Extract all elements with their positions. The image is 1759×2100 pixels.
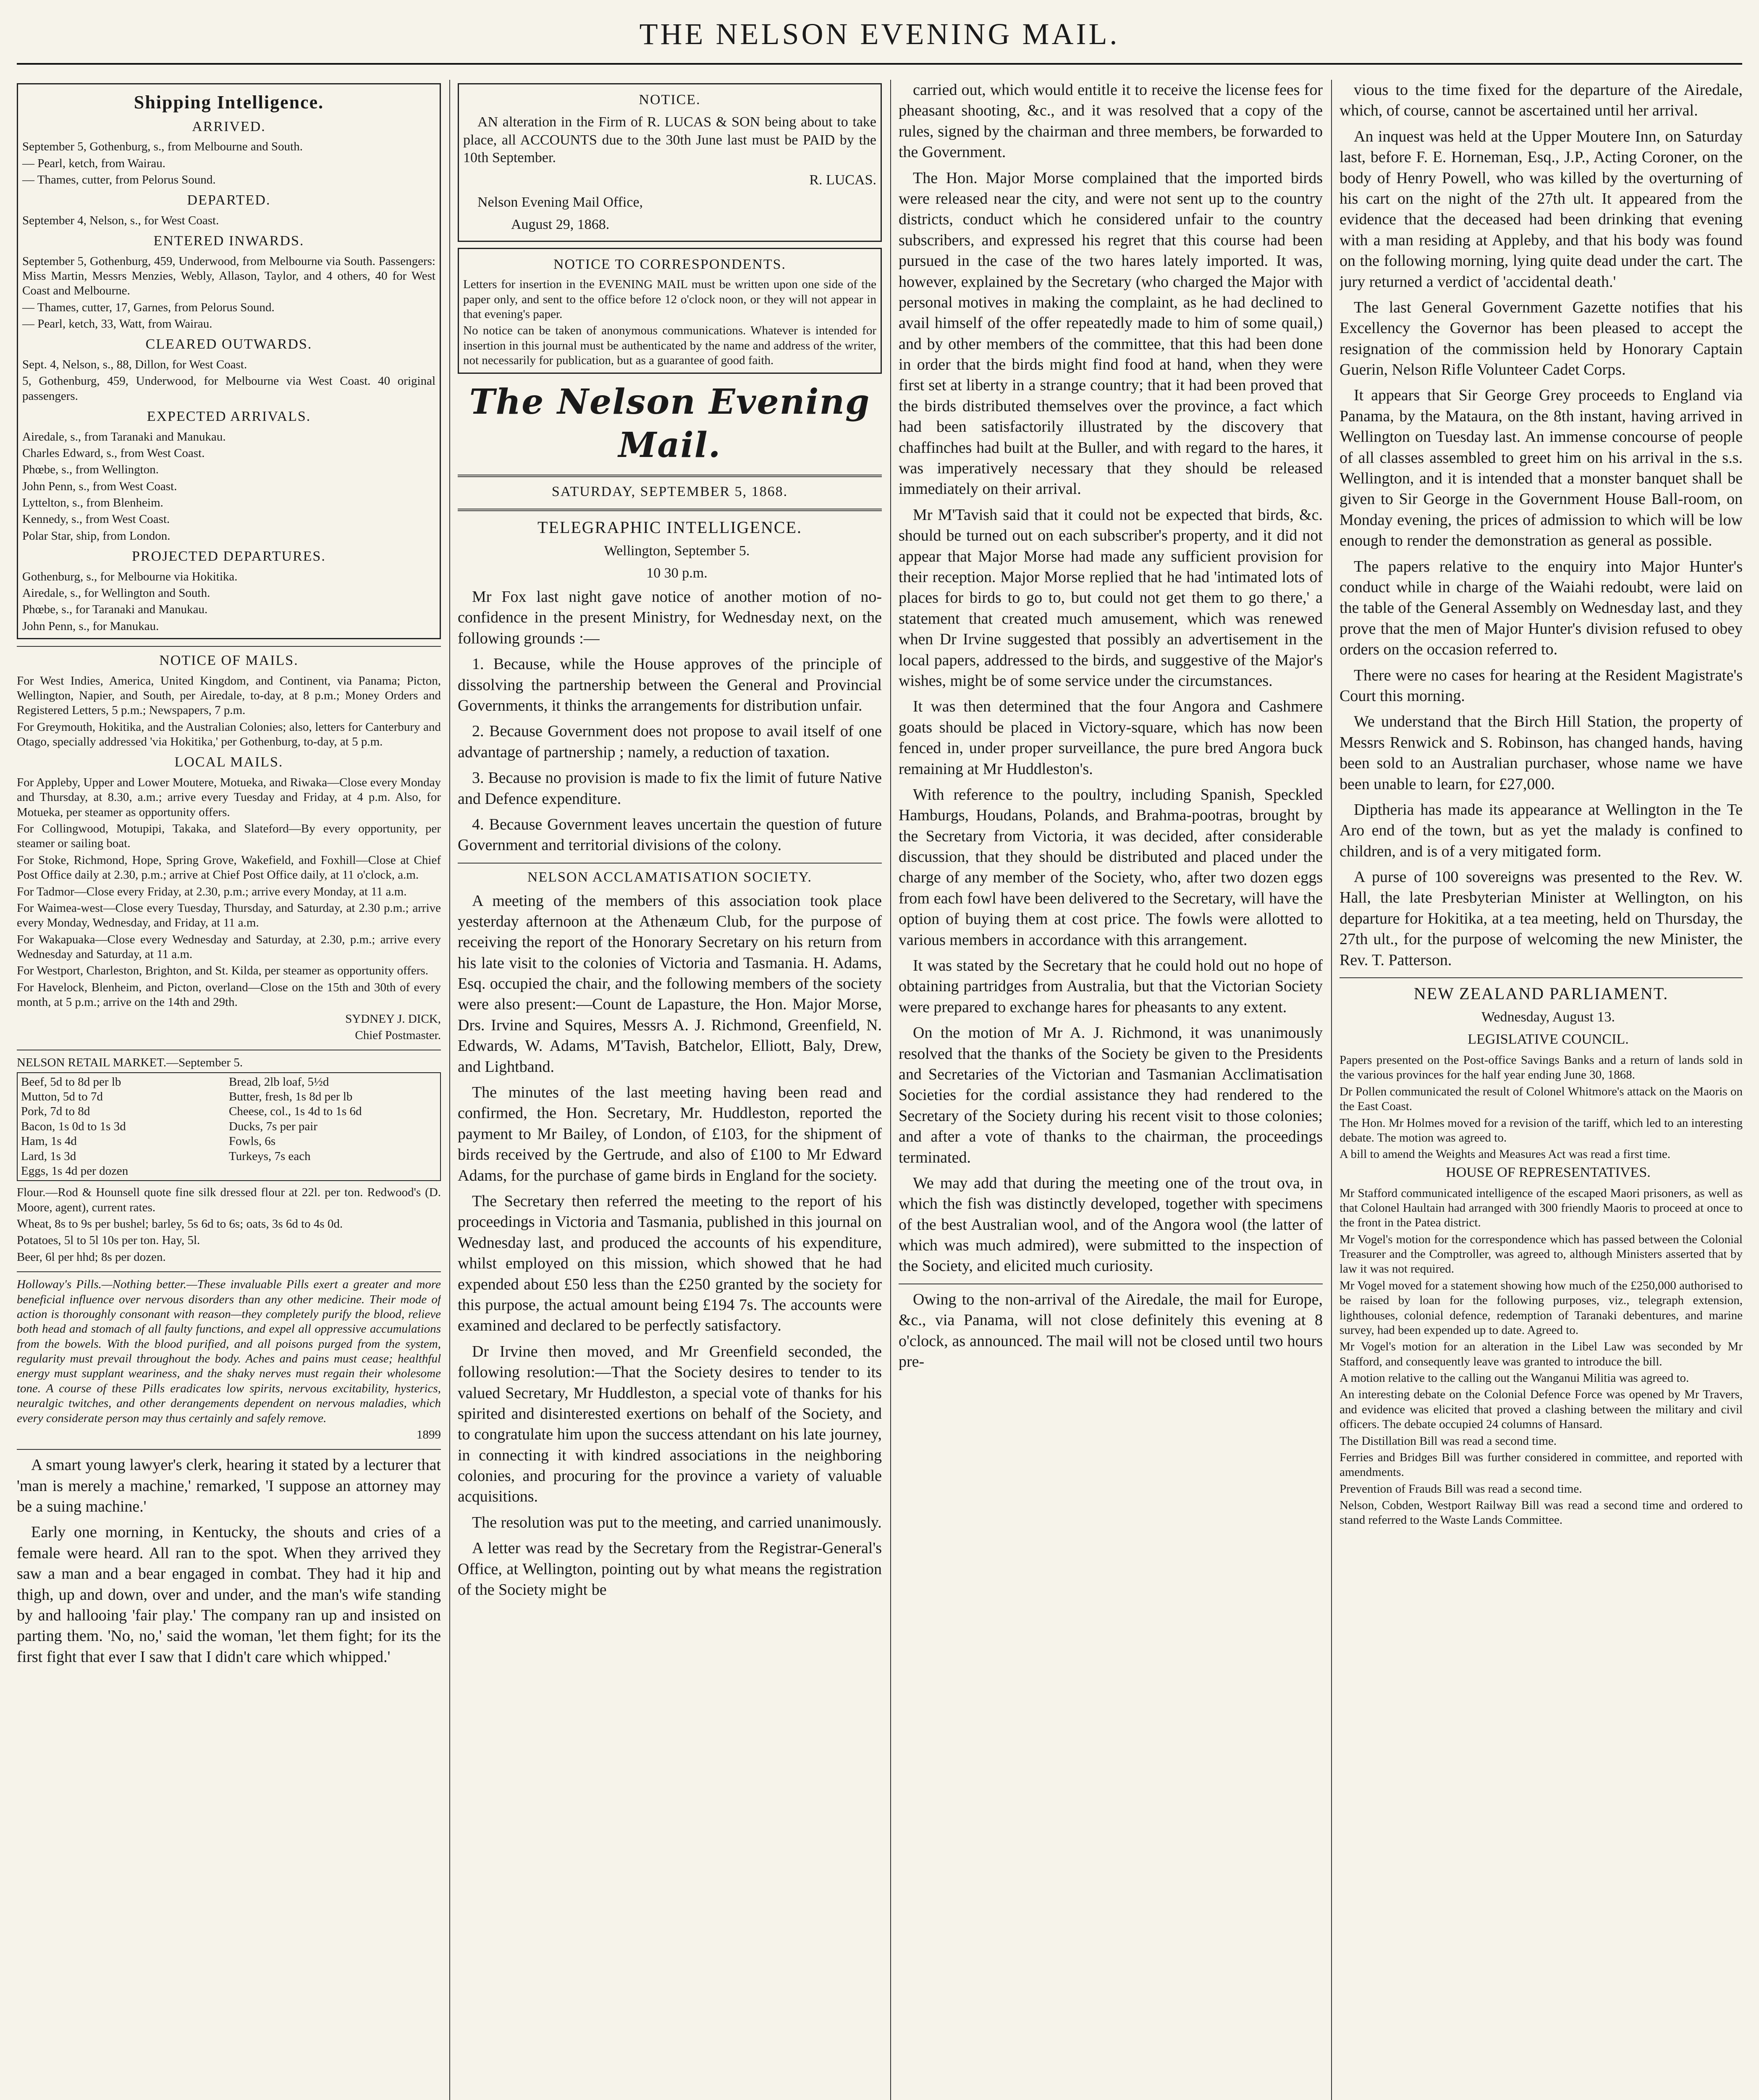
parliament-title: NEW ZEALAND PARLIAMENT. <box>1413 984 1669 1003</box>
shipping-entry: — Pearl, ketch, from Wairau. <box>22 156 165 170</box>
council-item: Dr Pollen communicated the result of Colonel Whitmore's attack on the Maoris on the East Coast. <box>1340 1084 1743 1113</box>
expected-heading: EXPECTED ARRIVALS. <box>147 409 311 425</box>
mails-title: NOTICE OF MAILS. <box>159 653 299 669</box>
house-item: Ferries and Bridges Bill was further considered in committee, and reported with amendments. <box>1340 1450 1743 1479</box>
notice-sign: R. LUCAS. <box>809 172 876 188</box>
house-item: Mr Vogel moved for a statement showing how much of the £250,000 authorised to be raised by loan for the following purposes, viz., telegraph extension, lighthouses, colonial defence, redemption of Taranaki debentures, and marine survey, had been expended up to date. Agreed to. <box>1340 1278 1743 1337</box>
lucas-notice <box>458 83 882 242</box>
acclimatisation-body <box>458 891 882 1601</box>
correspondents-title: NOTICE TO CORRESPONDENTS. <box>553 256 786 272</box>
market-price: Turkeys, 7s each <box>229 1149 311 1163</box>
arrived-heading: ARRIVED. <box>192 118 266 134</box>
article-paragraph: With reference to the poultry, including Spanish, Speckled Hamburgs, Houdans, Polands, and Brahma-pootras, brought by the Secretary from Victoria, it was decided, after considerable discussion, that they should be distributed and placed under the charge of any member of the Society, who, after two dozen eggs from each fowl have been delivered to the Secretary, will have the option of buying them at cost price. The fowls were allotted to various members in accordance with this arrangement. <box>899 785 1323 949</box>
anecdote-lawyer: A smart young lawyer's clerk, hearing it stated by a lecturer that 'man is merely a machine,' remarked, 'I suppose an attorney may be a suing machine.' <box>17 1456 441 1516</box>
article-paragraph: On the motion of Mr A. J. Richmond, it was unanimously resolved that the thanks of the Society be given to the Presidents and Secretaries of the Victorian and Tasmanian Acclimatisation Societies for the cordial assistance they had rendered to the Secretary of the Society during his recent visit to those colonies; and after a vote of thanks to the chairman, the proceedings terminated. <box>899 1024 1323 1166</box>
telegraphic-paragraph: 2. Because Government does not propose to avail itself of one advantage of partnership ; namely, a reduction of taxation. <box>458 722 882 761</box>
market-price: Ham, 1s 4d <box>21 1134 77 1148</box>
market-price: Pork, 7d to 8d <box>21 1105 90 1118</box>
mail-notice <box>899 1289 1323 1373</box>
house-proceedings <box>1340 1186 1743 1528</box>
market-price: Cheese, col., 1s 4d to 1s 6d <box>229 1105 362 1118</box>
local-mail-entry: For Westport, Charleston, Brighton, and St. Kilda, per steamer as opportunity offers. <box>17 964 429 978</box>
market-price: Bread, 2lb loaf, 5½d <box>229 1075 329 1089</box>
acclimatisation-paragraph: A letter was read by the Secretary from the Registrar-General's Office, at Wellington, pointing out by what means the registration of the Society might be <box>458 1539 882 1599</box>
telegraphic-paragraph: 1. Because, while the House approves of the principle of dissolving the partnership between the General and Provincial Governments, it thinks the arrangements for distribution unfair. <box>458 655 882 714</box>
news-paragraph: We understand that the Birch Hill Station, the property of Messrs Renwick and S. Robinson, has changed hands, having been sold to an Australian purchaser, whose name we have been unable to learn, for £27,000. <box>1340 713 1743 793</box>
house-item: The Distillation Bill was read a second time. <box>1340 1434 1557 1448</box>
market-price: Butter, fresh, 1s 8d per lb <box>229 1090 353 1104</box>
market-note: Potatoes, 5l to 5l 10s per ton. Hay, 5l. <box>17 1234 200 1247</box>
postmaster-name: SYDNEY J. DICK, <box>345 1012 441 1026</box>
correspondents-notice <box>458 248 882 374</box>
acclimatisation-paragraph: A meeting of the members of this association took place yesterday afternoon at the Athenæum Club, for the purpose of receiving the report of the Honorary Secretary on his return from his late visit to the colonies of Victoria and Tasmania. H. Adams, Esq. occupied the chair, and the following members of the society were also present:—Count de Lapasture, the Hon. Major Morse, Drs. Irvine and Squires, Messrs A. J. Richmond, Greenfield, N. Edwards, W. Adams, M'Tavish, Batchelor, Elliott, Baly, Drew, and Lightband. <box>458 892 882 1076</box>
house-title: HOUSE OF REPRESENTATIVES. <box>1446 1164 1651 1180</box>
local-mail-entry: For Tadmor—Close every Friday, at 2.30, p.m.; arrive every Monday, at 11 a.m. <box>17 885 407 898</box>
telegraphic-paragraph: Mr Fox last night gave notice of another motion of no-confidence in the present Ministry, for Wednesday next, on the following grounds :— <box>458 588 882 647</box>
expected-list <box>22 430 435 544</box>
telegraphic-place: Wellington, September 5. <box>604 543 750 559</box>
owing-paragraph: Owing to the non-arrival of the Airedale, the mail for Europe, &c., via Panama, will not close definitely this evening at 8 o'clock, as announced. The mail will not be closed until two hours pre- <box>899 1290 1323 1371</box>
paper-title: The Nelson Evening Mail. <box>469 381 870 465</box>
notice-title: NOTICE. <box>639 92 701 108</box>
council-item: Papers presented on the Post-office Savings Banks and a return of lands sold in the various provinces for the half year ending June 30, 1868. <box>1340 1053 1743 1082</box>
market-price: Fowls, 6s <box>229 1134 276 1148</box>
entered-heading: ENTERED INWARDS. <box>153 233 304 249</box>
local-mail-entry: For Waimea-west—Close every Tuesday, Thursday, and Saturday, at 2.30 p.m.; arrive every Monday, Wednesday, and Friday, at 11 a.m. <box>17 901 441 930</box>
local-mail-entry: For Stoke, Richmond, Hope, Spring Grove, Wakefield, and Foxhill—Close at Chief Post Office daily at 2.30, p.m.; arrive at Chief Post Office daily, at 11 o'clock, a.m. <box>17 853 441 882</box>
news-paragraph: vious to the time fixed for the departure of the Airedale, which, of course, cannot be ascertained until her arrival. <box>1340 81 1743 120</box>
shipping-entry: — Thames, cutter, 17, Garnes, from Pelorus Sound. <box>22 300 275 314</box>
council-title: LEGISLATIVE COUNCIL. <box>1468 1032 1629 1047</box>
shipping-entry: Charles Edward, s., from West Coast. <box>22 446 205 460</box>
article-paragraph: We may add that during the meeting one of the trout ova, in which the fish was distinctly developed, together with specimens of the best Australian wool, and of the Angora wool (the latter of which was much admired), were submitted to the inspection of the Society, and elicited much curiosity. <box>899 1174 1323 1275</box>
market-price: Lard, 1s 3d <box>21 1149 76 1163</box>
shipping-entry: Phœbe, s., from Wellington. <box>22 463 159 477</box>
shipping-entry: Polar Star, ship, from London. <box>22 529 170 543</box>
cleared-list <box>22 357 435 404</box>
acclimatisation-title: NELSON ACCLAMATISATION SOCIETY. <box>527 869 813 885</box>
shipping-entry: Airedale, s., for Wellington and South. <box>22 586 210 600</box>
notice-date: August 29, 1868. <box>511 216 610 232</box>
telegraphic-time: 10 30 p.m. <box>646 565 708 581</box>
shipping-entry: Gothenburg, s., for Melbourne via Hokitika. <box>22 570 238 583</box>
holloway-ad <box>17 1277 441 1442</box>
shipping-entry: September 5, Gothenburg, 459, Underwood, from Melbourne via South. Passengers: Miss Martin, Messrs Menzies, Webly, Allason, Taylor, and 4 others, 40 for West Coast and Melbourne. <box>22 254 435 298</box>
shipping-box <box>17 83 441 639</box>
news-paragraph: Diptheria has made its appearance at Wellington in the Te Aro end of the town, but as yet the malady is confined to children, and is of a very mitigated form. <box>1340 801 1743 860</box>
shipping-entry: September 5, Gothenburg, s., from Melbourne and South. <box>22 140 303 154</box>
local-mails-heading: LOCAL MAILS. <box>174 754 283 770</box>
market-prices <box>17 1072 441 1181</box>
anecdote-kentucky: Early one morning, in Kentucky, the shouts and cries of a female were heard. All ran to the spot. When they arrived they saw a man and a bear engaged in combat. They had it hip and thigh, up and down, over and under, and the man's wife standing by and hallooing 'fair play.' The company ran up and insisted on parting them. 'No, no,' said the woman, 'let them fight; for its the first fight that ever I saw that I didn't care which whipped.' <box>17 1523 441 1666</box>
local-mails-list <box>17 775 441 1010</box>
local-mail-entry: For Collingwood, Motupipi, Takaka, and Slateford—By every opportunity, per steamer or sailing boat. <box>17 822 441 850</box>
acclimatisation-paragraph: The Secretary then referred the meeting to the report of his proceedings in Victoria and Tasmania, published in this journal on Wednesday last, and produced the accounts of his expenditure, whilst employed on this mission, which showed that he had expended about £50 less than the £250 granted by the society for this purpose, the actual amount being £194 7s. The accounts were examined and declared to be perfectly satisfactory. <box>458 1192 882 1335</box>
correspondents-body-2: No notice can be taken of anonymous communications. Whatever is intended for insertion in this journal must be authenticated by the name and address of the writer, not necessarily for publication, but as a guarantee of good faith. <box>463 324 876 368</box>
retail-market <box>17 1055 441 1265</box>
council-item: The Hon. Mr Holmes moved for a revision of the tariff, which led to an interesting debate. The motion was agreed to. <box>1340 1116 1743 1144</box>
column-3 <box>899 80 1323 1377</box>
date-line: SATURDAY, SEPTEMBER 5, 1868. <box>551 484 788 500</box>
column-divider <box>1331 80 1332 2100</box>
acclimatisation-paragraph: Dr Irvine then moved, and Mr Greenfield seconded, the following resolution:—That the Society desires to tender to its valued Secretary, Mr Huddleston, a special vote of thanks for his spirited and disinterested exertions on behalf of the Society, and to congratulate him upon the success attendant on his late journey, in connecting it with kindred associations in the neighboring colonies, and procuring for the province a variety of valuable acquisitions. <box>458 1342 882 1506</box>
news-paragraph: It appears that Sir George Grey proceeds to England via Panama, by the Mataura, on the 8th instant, having arrived in Wellington on Tuesday last. An immense concourse of people of all classes assembled to greet him on his arrival in the s.s. Wellington, and it is intended that a monster banquet shall be given to Sir George in the Government House Ball-room, on Monday evening, the prices of admission to which will be low enough to render the demonstration as general as possible. <box>1340 386 1743 550</box>
council-item: A bill to amend the Weights and Measures Act was read a first time. <box>1340 1147 1670 1161</box>
telegraphic-paragraph: 3. Because no provision is made to fix the limit of future Native and Defence expenditure. <box>458 769 882 808</box>
column-1 <box>17 80 441 1672</box>
house-item: Nelson, Cobden, Westport Railway Bill was read a second time and ordered to stand referred to the Waste Lands Committee. <box>1340 1499 1743 1527</box>
entered-list <box>22 254 435 332</box>
correspondents-body: Letters for insertion in the EVENING MAIL must be written upon one side of the paper only, and sent to the office before 12 o'clock noon, or they will not appear in that evening's paper. <box>463 278 876 321</box>
house-item: Mr Vogel's motion for an alteration in the Libel Law was seconded by Mr Stafford, and consequently leave was granted to introduce the bill. <box>1340 1340 1743 1368</box>
market-price: Bacon, 1s 0d to 1s 3d <box>21 1119 126 1133</box>
news-paragraph: The papers relative to the enquiry into Major Hunter's conduct while in charge of the Waiahi redoubt, were laid on the table of the General Assembly on Wednesday last, and they prove that the men of Major Hunter's division refused to obey orders on the occasion referred to. <box>1340 557 1743 659</box>
market-price: Mutton, 5d to 7d <box>21 1090 103 1104</box>
holloway-number: 1899 <box>417 1428 441 1441</box>
column-4 <box>1340 80 1743 1530</box>
mails-list <box>17 674 441 750</box>
market-notes <box>17 1185 441 1265</box>
telegraphic-body <box>458 587 882 856</box>
parliament-date: Wednesday, August 13. <box>1481 1009 1615 1025</box>
telegraphic-paragraph: 4. Because Government leaves uncertain the question of future Government and territorial divisions of the colony. <box>458 815 882 854</box>
shipping-entry: September 4, Nelson, s., for West Coast. <box>22 213 219 227</box>
column-divider <box>449 80 450 2100</box>
projected-heading: PROJECTED DEPARTURES. <box>132 549 326 564</box>
acclimatisation-paragraph: The minutes of the last meeting having been read and confirmed, the Hon. Secretary, Mr. Huddleston, reported the payment to Mr Bailey, of London, of £103, for the shipment of birds received by the Gertrude, and also of £100 to Mr Edward Adams, for the purchase of game birds in England for the society. <box>458 1084 882 1184</box>
house-item: Mr Vogel's motion for the correspondence which has passed between the Colonial Treasurer and the Comptroller, was agreed to, although Ministers asserted that by law it was not required. <box>1340 1232 1743 1276</box>
house-item: Prevention of Frauds Bill was read a second time. <box>1340 1482 1582 1496</box>
masthead: THE NELSON EVENING MAIL. <box>639 17 1120 51</box>
shipping-entry: John Penn, s., for Manukau. <box>22 619 159 633</box>
market-note: Flour.—Rod & Hounsell quote fine silk dressed flour at 22l. per ton. Redwood's (D. Moore, agent), current rates. <box>17 1186 441 1214</box>
shipping-entry: Kennedy, s., from West Coast. <box>22 512 170 526</box>
news-paragraph: A purse of 100 sovereigns was presented to the Rev. W. Hall, the late Presbyterian Minister at Wellington, on his departure for Hokitika, at a tea meeting, held on Thursday, the 27th ult., for the purpose of welcoming the new Minister, the Rev. T. Patterson. <box>1340 868 1743 969</box>
house-item: An interesting debate on the Colonial Defence Force was opened by Mr Travers, and evidence was elicited that proved a clashing between the military and civil officers. The debate occupied 24 columns of Hansard. <box>1340 1388 1743 1431</box>
news-paragraph: The last General Government Gazette notifies that his Excellency the Governor has been pleased to accept the resignation of the commission held by Honorary Captain Guerin, Nelson Rifle Volunteer Cadet Corps. <box>1340 298 1743 379</box>
holloway-text: Holloway's Pills.—Nothing better.—These invaluable Pills exert a greater and more beneficial influence over nervous disorders than any other medicine. Their mode of action is thoroughly consonant with reason—they completely purify the blood, relieve both head and stomach of all faulty functions, and expel all oppressive accumulations from the bowels. With the blood purified, and all poisons purged from the system, regularity must prevail throughout the body. Aches and pains must cease; healthful energy must supplant weariness, and the shaky nerves must regain their wholesome tone. A course of these Pills eradicates low spirits, nervous excitability, hysterics, neuralgic twitches, and other derangements dependent on nervous maladies, which every considerate person may thus certainly and safely remove. <box>17 1278 441 1425</box>
arrived-list <box>22 139 435 187</box>
shipping-entry: Lyttelton, s., from Blenheim. <box>22 496 163 510</box>
shipping-entry: Phœbe, s., for Taranaki and Manukau. <box>22 603 208 617</box>
projected-list <box>22 570 435 634</box>
market-price: Beef, 5d to 8d per lb <box>21 1075 121 1089</box>
shipping-entry: 5, Gothenburg, 459, Underwood, for Melbourne via West Coast. 40 original passengers. <box>22 374 435 403</box>
house-item: Mr Stafford communicated intelligence of the escaped Maori prisoners, as well as that Colonel Haultain had arranged with 300 friendly Maoris to proceed at once to the front in the Patea district. <box>1340 1186 1743 1230</box>
market-title: NELSON RETAIL MARKET.—September 5. <box>17 1056 243 1070</box>
article-paragraph: The Hon. Major Morse complained that the imported birds were released near the city, and were not sent up to the country districts, conduct which he considered unfair to the country subscribers, and expressed his regret that this course had been pursued in the case of the two hares lately imported. It was, however, explained by the Secretary (who charged the Major with personal motives in making the complaint, as he had declined to avail himself of the offer repeatedly made to him of some quail,) and by other members of the committee, that this had been done in order that the birds might find food at hand, when they were first set at liberty in a strange country; that it had been proved that the birds distributed themselves over the province, a fact which had been satisfactorily illustrated by the discovery that chaffinches had built at the Buller, and with regard to the hares, it was imperatively necessary that they should be released immediately on their arrival. <box>899 169 1323 498</box>
shipping-entry: Airedale, s., from Taranaki and Manukau. <box>22 430 226 444</box>
mail-entry: For West Indies, America, United Kingdom, and Continent, via Panama; Picton, Wellington, Napier, and South, per Airedale, to-day, at 8 p.m.; Money Orders and Registered Letters, 5 p.m.; Newspapers, 7 p.m. <box>17 674 441 717</box>
market-price <box>229 1164 437 1179</box>
article-paragraph: It was stated by the Secretary that he could hold out no hope of obtaining partridges from Australia, but that the Victorian Society were prepared to exchange hares for pheasants to any extent. <box>899 957 1323 1016</box>
column-2 <box>458 80 882 1605</box>
news-paragraph: An inquest was held at the Upper Moutere Inn, on Saturday last, before F. E. Horneman, Esq., J.P., Acting Coroner, on the body of Henry Powell, who was killed by the overturning of his cart on the night of the 27th ult. It appeared from the evidence that the deceased had been drinking that evening with a man residing at Appleby, and that his body was found on the following morning, lying quite dead under the cart. The jury returned a verdict of 'accidental death.' <box>1340 127 1743 291</box>
shipping-entry: Sept. 4, Nelson, s., 88, Dillon, for West Coast. <box>22 357 247 371</box>
mail-entry: For Greymouth, Hokitika, and the Australian Colonies; also, letters for Canterbury and Otago, specially addressed 'via Hokitika,' per Gothenburg, to-day, at 5 p.m. <box>17 720 441 749</box>
mails-notice <box>17 652 441 1043</box>
market-price: Ducks, 7s per pair <box>229 1119 318 1133</box>
acclimatisation-continued <box>899 80 1323 1277</box>
article-paragraph: It was then determined that the four Angora and Cashmere goats should be placed in Victory-square, which has now been fenced in, under proper surveillance, the pure bred Angora buck remaining at Mr Huddleston's. <box>899 698 1323 778</box>
shipping-title: Shipping Intelligence. <box>134 92 324 113</box>
market-note: Wheat, 8s to 9s per bushel; barley, 5s 6d to 6s; oats, 3s 6d to 4s 0d. <box>17 1217 343 1231</box>
market-note: Beer, 6l per hhd; 8s per dozen. <box>17 1250 166 1264</box>
shipping-entry: — Pearl, ketch, 33, Watt, from Wairau. <box>22 317 212 331</box>
anecdotes <box>17 1455 441 1667</box>
local-news <box>1340 80 1743 971</box>
article-paragraph: Mr M'Tavish said that it could not be expected that birds, &c. should be turned out on each subscriber's property, and it did not appear that Major Morse had made any sufficient provision for their reception. Major Morse replied that he had 'intimated lots of places for birds to go to, but could not get them to go there,' a statement that created much amusement, which was renewed when Dr Irvine suggested that possibly an advertisement in the local papers, addressed to the birds, and suggestive of the Major's wishes, might be of some service under the circumstances. <box>899 506 1323 690</box>
departed-heading: DEPARTED. <box>187 192 271 208</box>
cleared-heading: CLEARED OUTWARDS. <box>145 336 312 352</box>
local-mail-entry: For Havelock, Blenheim, and Picton, overland—Close on the 15th and 30th of every month, at 5 p.m.; arrive on the 14th and 29th. <box>17 980 441 1009</box>
notice-office: Nelson Evening Mail Office, <box>477 194 643 210</box>
masthead-rule <box>17 63 1742 65</box>
departed-list <box>22 213 435 228</box>
shipping-entry: John Penn, s., from West Coast. <box>22 479 177 493</box>
local-mail-entry: For Wakapuaka—Close every Wednesday and Saturday, at 2.30, p.m.; arrive every Wednesday and Saturday, at 11 a.m. <box>17 932 441 961</box>
market-price: Eggs, 1s 4d per dozen <box>21 1164 128 1178</box>
postmaster-title: Chief Postmaster. <box>355 1028 441 1042</box>
article-paragraph: carried out, which would entitle it to receive the license fees for pheasant shooting, &c., and it was resolved that a copy of the rules, signed by the chairman and three members, be forwarded to the Government. <box>899 81 1323 161</box>
telegraphic-title: TELEGRAPHIC INTELLIGENCE. <box>537 517 802 537</box>
notice-body: AN alteration in the Firm of R. LUCAS & SON being about to take place, all ACCOUNTS due to the 30th June last must be PAID by the 10th September. <box>463 114 876 166</box>
council-proceedings <box>1340 1053 1743 1162</box>
acclimatisation-paragraph: The resolution was put to the meeting, and carried unanimously. <box>472 1513 882 1531</box>
local-mail-entry: For Appleby, Upper and Lower Moutere, Motueka, and Riwaka—Close every Monday and Thursday, at 8.30, a.m.; arrive every Tuesday and Friday, at 4 p.m. Also, for Motueka, per steamer as opportunity offers. <box>17 775 441 819</box>
house-item: A motion relative to the calling out the Wanganui Militia was agreed to. <box>1340 1371 1689 1385</box>
shipping-entry: — Thames, cutter, from Pelorus Sound. <box>22 173 216 186</box>
column-divider <box>890 80 891 2100</box>
news-paragraph: There were no cases for hearing at the Resident Magistrate's Court this morning. <box>1340 666 1743 705</box>
